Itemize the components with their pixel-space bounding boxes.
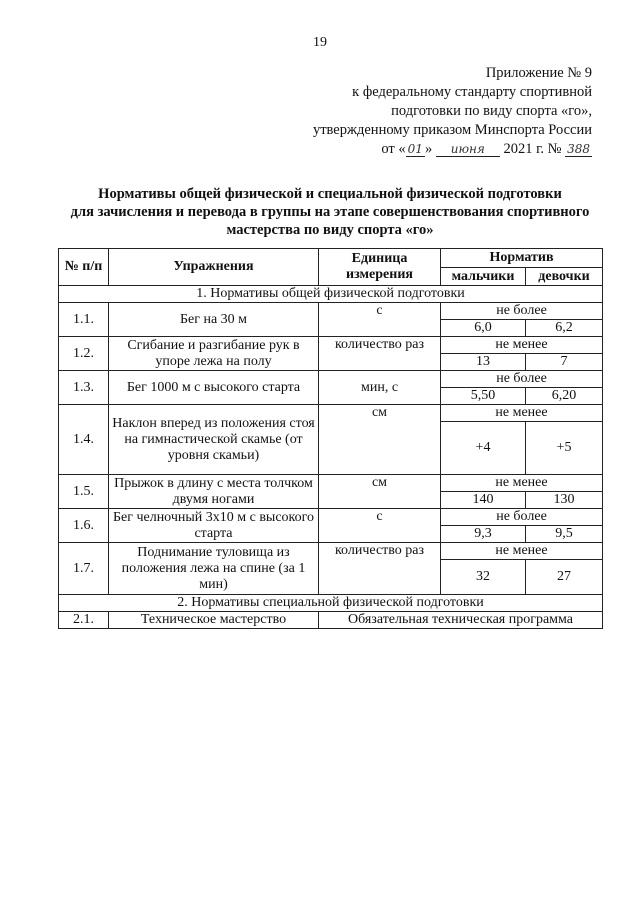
- appendix-line-2: к федеральному стандарту спортивной: [352, 84, 592, 100]
- year-text: 2021 г. №: [503, 141, 562, 157]
- row-1-3-num: 1.3.: [59, 371, 109, 405]
- row-1-1-unit: с: [319, 303, 441, 337]
- document-title: [40, 185, 620, 239]
- row-1-5-unit: см: [319, 475, 441, 509]
- row-1-5-exercise: Прыжок в длину с места толчком двумя ногами: [109, 475, 319, 509]
- row-1-7-condition: не менее: [441, 543, 603, 560]
- row-1-1-num: 1.1.: [59, 303, 109, 337]
- norms-table: [58, 248, 603, 629]
- row-1-1-girls: 6,2: [526, 320, 603, 337]
- row-1-2-girls: 7: [526, 354, 603, 371]
- row-1-3-girls: 6,20: [526, 388, 603, 405]
- row-1-4-num: 1.4.: [59, 405, 109, 475]
- section-2-heading: 2. Нормативы специальной физической подготовки: [59, 595, 603, 612]
- row-1-4-boys: +4: [441, 422, 526, 475]
- row-1-6-unit: с: [319, 509, 441, 543]
- title-line-3: мастерства по виду спорта «го»: [226, 222, 434, 238]
- appendix-line-1: Приложение № 9: [485, 65, 592, 81]
- handwritten-number: 388: [567, 142, 590, 156]
- handwritten-day: 01: [407, 142, 423, 156]
- header-unit: Единица измерения: [319, 249, 441, 286]
- appendix-line-3: подготовки по виду спорта «го»,: [391, 103, 592, 119]
- header-exercise: Упражнения: [109, 249, 319, 286]
- row-1-6-num: 1.6.: [59, 509, 109, 543]
- row-1-3-condition: не более: [441, 371, 603, 388]
- section-1-heading: 1. Нормативы общей физической подготовки: [59, 286, 603, 303]
- row-1-6-boys: 9,3: [441, 526, 526, 543]
- row-1-6-condition: не более: [441, 509, 603, 526]
- row-1-1-boys: 6,0: [441, 320, 526, 337]
- row-1-2-boys: 13: [441, 354, 526, 371]
- row-1-4-exercise: Наклон вперед из положения стоя на гимнастической скамье (от уровня скамьи): [109, 405, 319, 475]
- row-2-1-value: Обязательная техническая программа: [319, 612, 603, 629]
- title-line-2: для зачисления и перевода в группы на этапе совершенствования спортивного: [70, 204, 590, 220]
- row-1-5-condition: не менее: [441, 475, 603, 492]
- row-1-2-condition: не менее: [441, 337, 603, 354]
- row-1-2-unit: количество раз: [319, 337, 441, 371]
- header-boys: мальчики: [441, 268, 526, 286]
- row-1-2-exercise: Сгибание и разгибание рук в упоре лежа на полу: [109, 337, 319, 371]
- row-1-6-girls: 9,5: [526, 526, 603, 543]
- row-1-5-girls: 130: [526, 492, 603, 509]
- appendix-block: [313, 64, 592, 159]
- row-1-1-exercise: Бег на 30 м: [109, 303, 319, 337]
- row-1-4-girls: +5: [526, 422, 603, 475]
- handwritten-month: июня: [436, 143, 500, 157]
- row-1-5-boys: 140: [441, 492, 526, 509]
- date-mid: »: [424, 141, 433, 157]
- row-1-7-exercise: Поднимание туловища из положения лежа на спине (за 1 мин): [109, 543, 319, 595]
- appendix-line-4: утвержденному приказом Минспорта России: [312, 122, 592, 138]
- row-1-3-exercise: Бег 1000 м с высокого старта: [109, 371, 319, 405]
- row-1-3-boys: 5,50: [441, 388, 526, 405]
- header-norm: Норматив: [441, 249, 603, 268]
- row-2-1-exercise: Техническое мастерство: [109, 612, 319, 629]
- appendix-date-line: [313, 140, 592, 159]
- row-2-1-num: 2.1.: [59, 612, 109, 629]
- row-1-7-unit: количество раз: [319, 543, 441, 595]
- row-1-4-unit: см: [319, 405, 441, 475]
- row-1-4-condition: не менее: [441, 405, 603, 422]
- row-1-6-exercise: Бег челночный 3х10 м с высокого старта: [109, 509, 319, 543]
- date-prefix: от «: [381, 141, 406, 157]
- row-1-7-num: 1.7.: [59, 543, 109, 595]
- row-1-5-num: 1.5.: [59, 475, 109, 509]
- page-number: 19: [313, 35, 327, 50]
- title-line-1: Нормативы общей физической и специальной физической подготовки: [98, 186, 562, 202]
- row-1-7-girls: 27: [526, 560, 603, 595]
- row-1-2-num: 1.2.: [59, 337, 109, 371]
- row-1-7-boys: 32: [441, 560, 526, 595]
- row-1-1-condition: не более: [441, 303, 603, 320]
- header-num: № п/п: [59, 249, 109, 286]
- row-1-3-unit: мин, с: [319, 371, 441, 405]
- header-girls: девочки: [526, 268, 603, 286]
